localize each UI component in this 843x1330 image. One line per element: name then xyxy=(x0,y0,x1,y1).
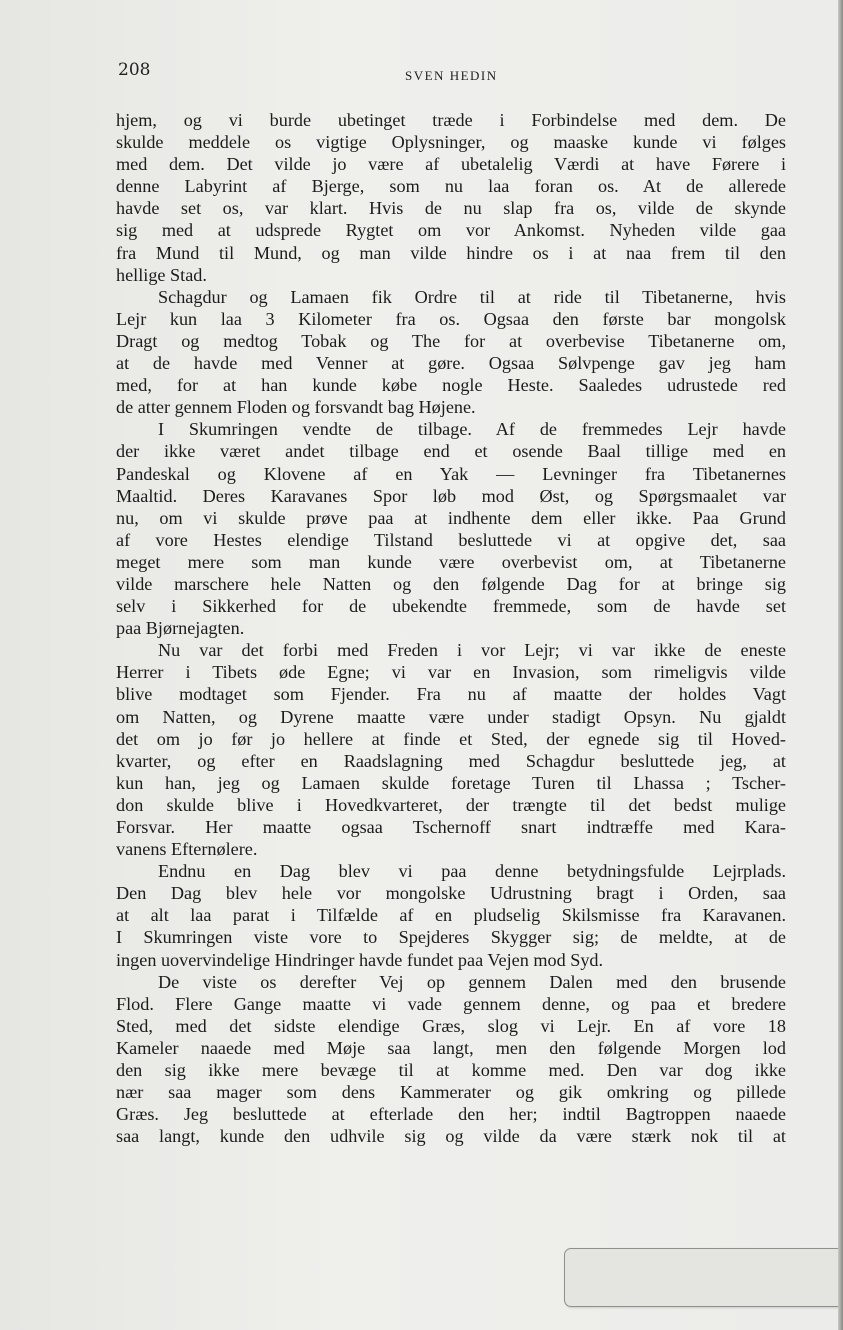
text-line: kvarter, og efter en Raadslagning med Schagdur besluttede jeg, at xyxy=(116,750,786,771)
text-line: I Skumringen viste vore to Spejderes Skygger sig; de meldte, at de xyxy=(116,927,786,948)
text-line: don skulde blive i Hovedkvarteret, der trængte til det bedst mulige xyxy=(116,794,786,815)
text-line: vilde marschere hele Natten og den følgende Dag for at bringe sig xyxy=(116,573,786,594)
text-line: Nu var det forbi med Freden i vor Lejr; vi var ikke de eneste xyxy=(158,640,786,661)
text-line: Endnu en Dag blev vi paa denne betydningsfulde Lejrplads. xyxy=(158,861,786,882)
text-line: ingen uovervindelige Hindringer havde fundet paa Vejen mod Syd. xyxy=(116,949,604,970)
text-line: hjem, og vi burde ubetinget træde i Forbindelse med dem. De xyxy=(116,110,786,130)
text-line: Pandeskal og Klovene af en Yak — Levninger fra Tibetanernes xyxy=(116,463,786,484)
library-label-tab xyxy=(564,1248,838,1307)
text-line: skulde meddele os vigtige Oplysninger, og maaske kunde vi følges xyxy=(116,132,786,153)
text-line: kun han, jeg og Lamaen skulde foretage Turen til Lhassa ; Tscher- xyxy=(116,772,786,793)
text-line: saa langt, kunde den udhvile sig og vilde da være stærk nok til at xyxy=(116,1126,786,1147)
text-line: Græs. Jeg besluttede at efterlade den her; indtil Bagtroppen naaede xyxy=(116,1104,786,1125)
text-line: nu, om vi skulde prøve paa at indhente dem eller ikke. Paa Grund xyxy=(116,507,786,528)
text-line: sig med at udsprede Rygtet om vor Ankomst. Nyheden vilde gaa xyxy=(116,220,786,241)
text-line: det om jo før jo hellere at finde et Sted, der egnede sig til Hoved- xyxy=(116,728,786,749)
text-line: der ikke været andet tilbage end et osende Baal tillige med en xyxy=(116,441,786,462)
text-line: Forsvar. Her maatte ogsaa Tschernoff snart indtræffe med Kara- xyxy=(116,817,786,837)
text-line: med, for at han kunde købe nogle Heste. Saaledes udrustede red xyxy=(116,375,786,396)
text-line: at de havde med Venner at gøre. Ogsaa Sølvpenge gav jeg ham xyxy=(116,353,786,374)
text-line: om Natten, og Dyrene maatte være under stadigt Opsyn. Nu gjaldt xyxy=(116,706,786,727)
page-number: 208 xyxy=(118,60,151,80)
text-line: meget mere som man kunde være overbevist om, at Tibetanerne xyxy=(116,551,786,572)
text-line: Den Dag blev hele vor mongolske Udrustning bragt i Orden, saa xyxy=(116,883,786,904)
page-edge xyxy=(838,0,843,1330)
text-line: at alt laa parat i Tilfælde af en pludselig Skilsmisse fra Karavanen. xyxy=(116,905,786,926)
text-line: De viste os derefter Vej op gennem Dalen med den brusende xyxy=(158,971,786,992)
text-line: Dragt og medtog Tobak og The for at overbevise Tibetanerne om, xyxy=(116,330,786,351)
running-head: SVEN HEDIN xyxy=(405,68,498,83)
text-line: paa Bjørnejagten. xyxy=(116,618,245,639)
text-line: nær saa mager som dens Kammerater og gik omkring og pillede xyxy=(116,1082,786,1103)
text-line: vanens Efternølere. xyxy=(116,839,258,860)
text-line: Flod. Flere Gange maatte vi vade gennem denne, og paa et bredere xyxy=(116,993,786,1014)
text-line: I Skumringen vendte de tilbage. Af de fremmedes Lejr havde xyxy=(158,419,786,440)
text-line: de atter gennem Floden og forsvandt bag Højene. xyxy=(116,397,476,418)
text-line: Sted, med det sidste elendige Græs, slog vi Lejr. En af vore 18 xyxy=(116,1015,786,1036)
text-line: Maaltid. Deres Karavanes Spor løb mod Øst, og Spørgsmaalet var xyxy=(116,485,786,506)
body-text xyxy=(116,109,786,1147)
text-line: hellige Stad. xyxy=(116,264,207,285)
text-line: Schagdur og Lamaen fik Ordre til at ride til Tibetanerne, hvis xyxy=(158,286,786,307)
text-line: den sig ikke mere bevæge til at komme med. Den var dog ikke xyxy=(116,1060,786,1081)
text-line: fra Mund til Mund, og man vilde hindre os i at naa frem til den xyxy=(116,242,786,263)
text-line: med dem. Det vilde jo være af ubetalelig Værdi at have Førere i xyxy=(116,154,786,175)
text-line: denne Labyrint af Bjerge, som nu laa foran os. At de allerede xyxy=(116,176,786,197)
text-line: blive modtaget som Fjender. Fra nu af maatte der holdes Vagt xyxy=(116,684,786,705)
text-line: Lejr kun laa 3 Kilometer fra os. Ogsaa den første bar mongolsk xyxy=(116,308,786,329)
text-line: af vore Hestes elendige Tilstand besluttede vi at opgive det, saa xyxy=(116,529,786,550)
text-line: selv i Sikkerhed for de ubekendte fremmede, som de havde set xyxy=(116,596,786,617)
text-line: havde set os, var klart. Hvis de nu slap fra os, vilde de skynde xyxy=(116,198,786,219)
text-line: Kameler naaede med Møje saa langt, men den følgende Morgen lod xyxy=(116,1037,786,1058)
text-line: Herrer i Tibets øde Egne; vi var en Invasion, som rimeligvis vilde xyxy=(116,662,786,683)
